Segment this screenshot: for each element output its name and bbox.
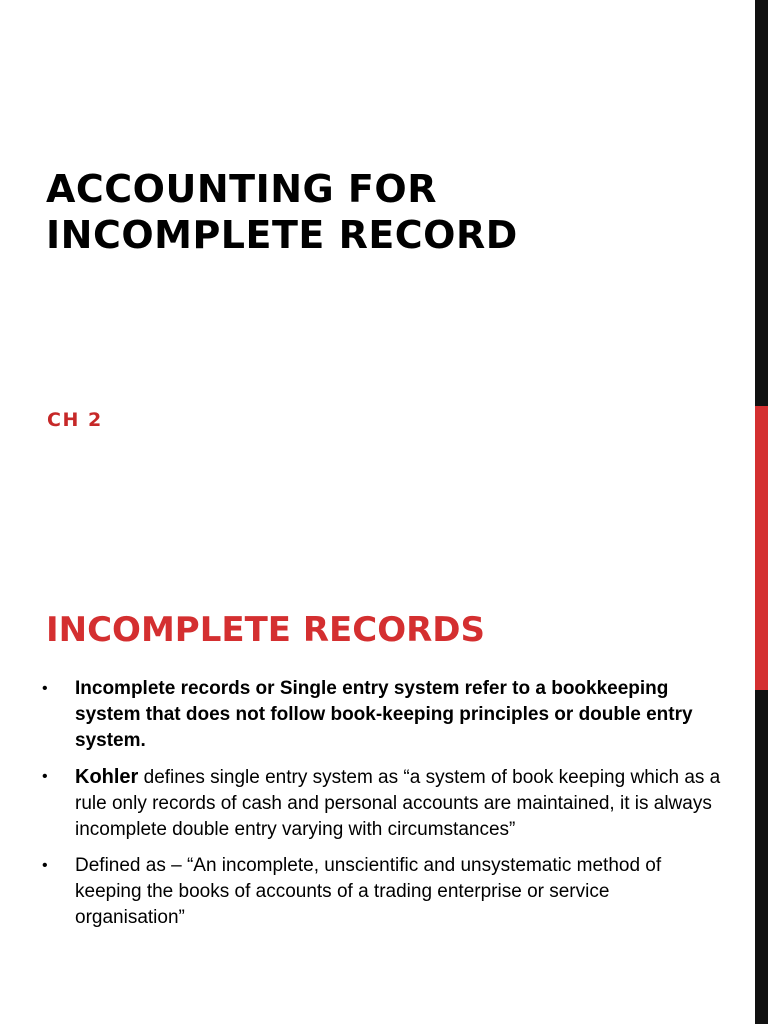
bullet-text: Defined as – “An incomplete, unscientific and unsystematic method of keeping the books of accounts of a trading enterprise or service organisation” bbox=[75, 855, 662, 928]
bullet-item-kohler bbox=[42, 764, 722, 843]
bullet-marker: • bbox=[42, 768, 48, 785]
content-slide bbox=[0, 512, 755, 1024]
bullet-lead-text: Kohler bbox=[75, 766, 139, 788]
bullet-marker: • bbox=[42, 680, 48, 697]
bullet-item-definition bbox=[42, 676, 722, 754]
section-heading: INCOMPLETE RECORDS bbox=[46, 610, 486, 650]
bullet-text: defines single entry system as “a system of book keeping which as a rule only records of cash and personal accounts are maintained, it is always incomplete double entry varying with circumstances” bbox=[75, 767, 721, 840]
slide-subtitle: CH 2 bbox=[47, 409, 103, 431]
bullet-list bbox=[42, 676, 722, 931]
sidebar-accent-bar bbox=[755, 406, 768, 690]
bullet-item-defined-as bbox=[42, 853, 722, 931]
bullet-text: Incomplete records or Single entry system refer to a bookkeeping system that does not follow book-keeping principles or double entry system. bbox=[75, 678, 693, 751]
slide-title-line-2: INCOMPLETE RECORD bbox=[46, 213, 518, 257]
title-slide bbox=[0, 0, 755, 512]
slide-title-line-1: ACCOUNTING FOR bbox=[46, 167, 437, 211]
bullet-marker: • bbox=[42, 857, 48, 874]
slide-title bbox=[46, 166, 736, 258]
